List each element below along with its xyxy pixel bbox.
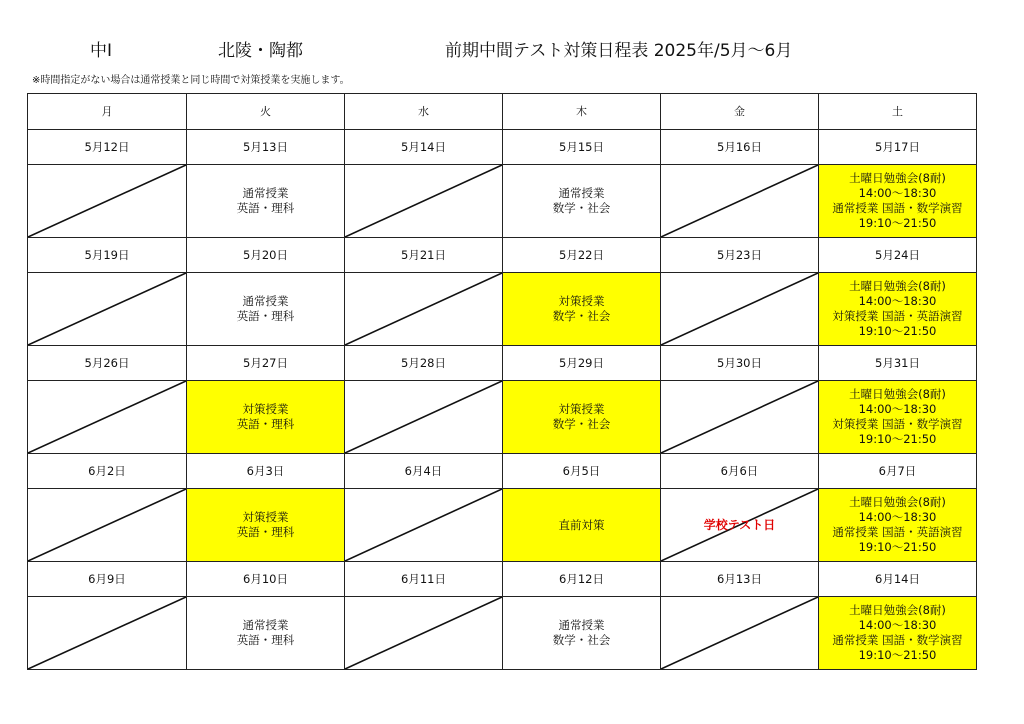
diagonal-slash [28,597,186,669]
session-line: 通常授業 国語・数学演習 [832,633,963,647]
date-row [28,454,977,489]
date-cell: 6月2日 [28,454,187,489]
no-class-cell [661,597,819,670]
session-line: 19:10～21:50 [858,324,937,338]
session-line: 数学・社会 [552,309,611,323]
diagonal-slash [345,489,502,561]
saturday-study-cell [819,381,977,454]
date-cell: 5月22日 [503,238,661,273]
session-line: 対策授業 [242,510,289,524]
session-cell [187,597,345,670]
session-cell [503,165,661,238]
date-cell: 5月15日 [503,130,661,165]
date-row [28,238,977,273]
date-cell: 6月11日 [345,562,503,597]
date-cell: 5月26日 [28,346,187,381]
session-cell [187,165,345,238]
date-cell: 6月6日 [661,454,819,489]
session-line: 数学・社会 [552,417,611,431]
session-cell [503,489,661,562]
diagonal-slash [28,489,186,561]
school-name: 北陵・陶都 [218,41,303,61]
date-cell: 6月4日 [345,454,503,489]
test-day-label: 学校テスト日 [703,517,776,532]
date-cell: 5月14日 [345,130,503,165]
session-line: 土曜日勉強会(8耐) [849,603,946,617]
diagonal-slash [345,381,502,453]
session-line: 英語・理科 [236,201,295,215]
date-cell: 5月29日 [503,346,661,381]
date-cell: 6月3日 [187,454,345,489]
saturday-study-cell [819,273,977,346]
schedule-title: 前期中間テスト対策日程表 2025年/5月～6月 [445,41,793,61]
session-line: 14:00～18:30 [858,510,937,524]
date-cell: 5月16日 [661,130,819,165]
session-line: 直前対策 [558,517,605,532]
no-class-cell [345,489,503,562]
session-line: 14:00～18:30 [858,402,937,416]
weekday-header: 火 [187,94,345,130]
date-cell: 6月12日 [503,562,661,597]
session-row [28,273,977,346]
no-class-cell [661,165,819,238]
date-row [28,562,977,597]
weekday-header: 月 [28,94,187,130]
diagonal-slash [345,273,502,345]
diagonal-slash [345,597,502,669]
session-line: 英語・理科 [236,633,295,647]
date-cell: 6月7日 [819,454,977,489]
diagonal-slash [345,165,502,237]
diagonal-slash [28,381,186,453]
no-class-cell [345,273,503,346]
session-line: 19:10～21:50 [858,540,937,554]
session-line: 数学・社会 [552,201,611,215]
session-line: 英語・理科 [236,309,295,323]
date-cell: 5月12日 [28,130,187,165]
date-cell: 5月30日 [661,346,819,381]
session-row [28,381,977,454]
session-cell [503,273,661,346]
date-cell: 5月31日 [819,346,977,381]
session-line: 通常授業 [242,294,289,308]
diagonal-slash [661,381,818,453]
session-line: 土曜日勉強会(8耐) [849,279,946,293]
session-row [28,597,977,670]
date-cell: 5月28日 [345,346,503,381]
session-row [28,489,977,562]
session-line: 土曜日勉強会(8耐) [849,171,946,185]
session-cell [503,597,661,670]
no-class-cell [28,597,187,670]
no-class-cell [28,273,187,346]
date-cell: 5月20日 [187,238,345,273]
session-line: 土曜日勉強会(8耐) [849,495,946,509]
session-line: 14:00～18:30 [858,186,937,200]
session-line: 通常授業 [558,618,605,632]
session-line: 通常授業 [242,618,289,632]
saturday-study-cell [819,597,977,670]
schedule-body [28,94,977,670]
session-cell [187,273,345,346]
session-line: 土曜日勉強会(8耐) [849,387,946,401]
date-cell: 5月27日 [187,346,345,381]
grade-label: 中Ⅰ [90,41,113,61]
session-line: 通常授業 [558,186,605,200]
session-line: 14:00～18:30 [858,294,937,308]
session-line: 英語・理科 [236,417,295,431]
date-cell: 6月9日 [28,562,187,597]
no-class-cell [28,381,187,454]
session-line: 19:10～21:50 [858,216,937,230]
date-cell: 6月13日 [661,562,819,597]
date-cell: 5月13日 [187,130,345,165]
session-row [28,165,977,238]
no-class-cell [661,273,819,346]
date-cell: 5月24日 [819,238,977,273]
weekday-header: 金 [661,94,819,130]
schedule-note: ※時間指定がない場合は通常授業と同じ時間で対策授業を実施します。 [32,75,350,86]
session-line: 数学・社会 [552,633,611,647]
session-cell [187,381,345,454]
no-class-cell [661,381,819,454]
date-cell: 5月17日 [819,130,977,165]
diagonal-slash [661,273,818,345]
session-line: 対策授業 国語・数学演習 [832,417,963,431]
diagonal-slash [28,273,186,345]
session-line: 対策授業 [558,294,605,308]
session-line: 通常授業 国語・数学演習 [832,201,963,215]
session-line: 19:10～21:50 [858,648,937,662]
diagonal-slash [28,165,186,237]
no-class-cell [28,489,187,562]
no-class-cell [345,381,503,454]
weekday-header: 水 [345,94,503,130]
session-line: 英語・理科 [236,525,295,539]
diagonal-slash [661,165,818,237]
date-cell: 5月19日 [28,238,187,273]
no-class-cell [345,597,503,670]
saturday-study-cell [819,489,977,562]
schedule-table [27,93,977,670]
weekday-header-row [28,94,977,130]
weekday-header: 土 [819,94,977,130]
session-line: 通常授業 [242,186,289,200]
no-class-cell [345,165,503,238]
session-line: 対策授業 [242,402,289,416]
session-cell [503,381,661,454]
no-class-cell [661,489,819,562]
no-class-cell [28,165,187,238]
session-line: 通常授業 国語・英語演習 [832,525,963,539]
session-line: 対策授業 [558,402,605,416]
date-cell: 6月10日 [187,562,345,597]
date-cell: 6月14日 [819,562,977,597]
session-line: 対策授業 国語・英語演習 [832,309,963,323]
diagonal-slash [661,597,818,669]
session-line: 14:00～18:30 [858,618,937,632]
date-row [28,346,977,381]
saturday-study-cell [819,165,977,238]
date-cell: 5月21日 [345,238,503,273]
date-row [28,130,977,165]
session-line: 19:10～21:50 [858,432,937,446]
weekday-header: 木 [503,94,661,130]
date-cell: 5月23日 [661,238,819,273]
date-cell: 6月5日 [503,454,661,489]
session-cell [187,489,345,562]
